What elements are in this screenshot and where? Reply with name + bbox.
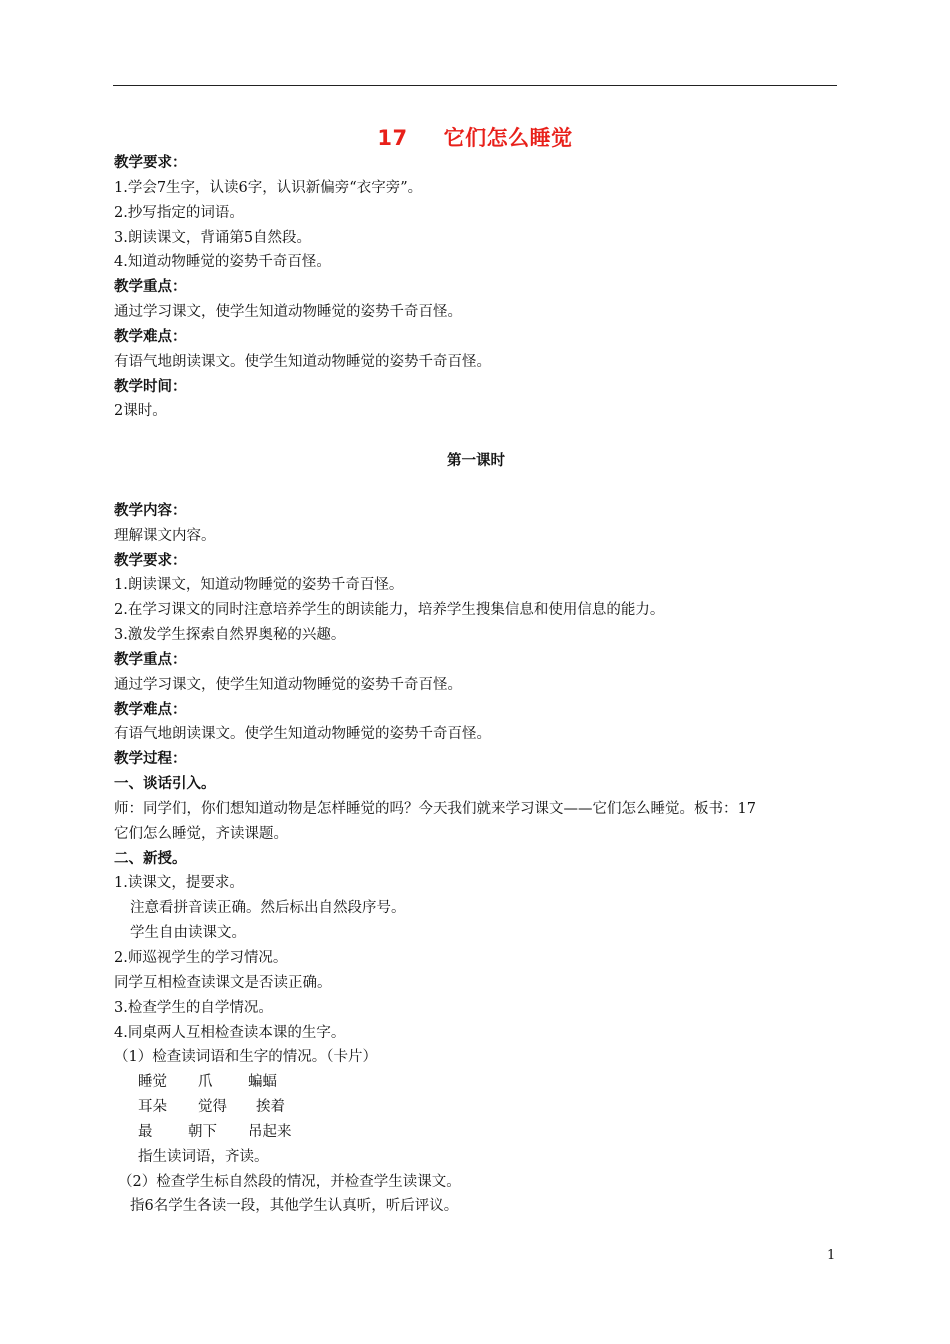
- section-heading: 教学内容：: [114, 502, 187, 519]
- req-item: 4.知道动物睡觉的姿势千奇百怪。: [114, 254, 331, 271]
- step-subitem: 学生自由读课文。: [130, 925, 246, 942]
- step-item: 3.检查学生的自学情况。: [114, 999, 273, 1016]
- req-item: 1.学会7生字，认读6字，认识新偏旁“衣字旁”。: [114, 179, 423, 196]
- section-heading: 教学难点：: [114, 328, 187, 345]
- vocab-word: 耳朵: [138, 1099, 167, 1116]
- paragraph: 2课时。: [114, 403, 167, 420]
- lesson-title-text: 它们怎么睡觉: [443, 126, 573, 150]
- lesson-title: [0, 122, 950, 152]
- header-rule: [113, 85, 837, 86]
- paragraph: 理解课文内容。: [114, 527, 216, 544]
- word-row: [114, 1120, 838, 1145]
- step-subitem: 同学互相检查读课文是否读正确。: [114, 974, 332, 991]
- section-heading: 教学重点：: [114, 651, 187, 668]
- step-item: 2.师巡视学生的学习情况。: [114, 950, 288, 966]
- lesson-period-heading: 第一课时: [447, 453, 505, 470]
- step-subitem: 指生读词语，齐读。: [138, 1148, 269, 1165]
- step-item: 4.同桌两人互相检查读本课的生字。: [114, 1024, 346, 1041]
- paragraph: 师：同学们，你们想知道动物是怎样睡觉的吗？今天我们就来学习课文——它们怎么睡觉。板书：17: [114, 800, 756, 817]
- req-item: 2.在学习课文的同时注意培养学生的朗读能力，培养学生搜集信息和使用信息的能力。: [114, 602, 665, 619]
- step-item: 1.读课文，提要求。: [114, 875, 244, 892]
- paragraph: 有语气地朗读课文。使学生知道动物睡觉的姿势千奇百怪。: [114, 353, 491, 370]
- word-row: [114, 1095, 838, 1120]
- vocab-word: 最: [138, 1123, 153, 1140]
- lesson-number: 17: [377, 126, 408, 150]
- vocab-word: 朝下: [188, 1123, 217, 1140]
- step-subitem: 指6名学生各读一段，其他学生认真听，听后评议。: [130, 1198, 459, 1215]
- vocab-word: 觉得: [198, 1099, 227, 1116]
- step-subitem: （1）检查读词语和生字的情况。（卡片）: [114, 1049, 377, 1066]
- section-heading: 教学重点：: [114, 279, 187, 296]
- section-heading: 教学要求：: [114, 552, 187, 569]
- vocab-word: 爪: [198, 1074, 213, 1091]
- req-item: 1.朗读课文，知道动物睡觉的姿势千奇百怪。: [114, 577, 404, 594]
- paragraph: 通过学习课文，使学生知道动物睡觉的姿势千奇百怪。: [114, 676, 462, 693]
- step-heading: 二、新授。: [114, 850, 187, 867]
- vocab-word: 睡觉: [138, 1074, 167, 1091]
- step-subitem: （2）检查学生标自然段的情况，并检查学生读课文。: [118, 1173, 461, 1190]
- vocab-word: 蝙蝠: [248, 1074, 277, 1091]
- vocab-word: 吊起来: [248, 1123, 292, 1140]
- word-row: [114, 1070, 838, 1095]
- paragraph: 有语气地朗读课文。使学生知道动物睡觉的姿势千奇百怪。: [114, 726, 491, 743]
- vocab-word: 挨着: [256, 1099, 285, 1116]
- page-number: 1: [827, 1248, 836, 1263]
- paragraph: 它们怎么睡觉，齐读课题。: [114, 825, 288, 842]
- section-heading: 教学要求：: [114, 155, 187, 171]
- req-item: 2.抄写指定的词语。: [114, 204, 244, 221]
- section-heading: 教学时间：: [114, 378, 187, 395]
- req-item: 3.激发学生探索自然界奥秘的兴趣。: [114, 627, 346, 644]
- section-heading: 教学难点：: [114, 701, 187, 718]
- section-heading: 教学过程：: [114, 751, 187, 768]
- step-subitem: 注意看拼音读正确。然后标出自然段序号。: [130, 900, 406, 917]
- paragraph: 通过学习课文，使学生知道动物睡觉的姿势千奇百怪。: [114, 304, 462, 321]
- step-heading: 一、谈话引入。: [114, 776, 216, 793]
- req-item: 3.朗读课文，背诵第5自然段。: [114, 229, 312, 246]
- document-body: [114, 151, 838, 1219]
